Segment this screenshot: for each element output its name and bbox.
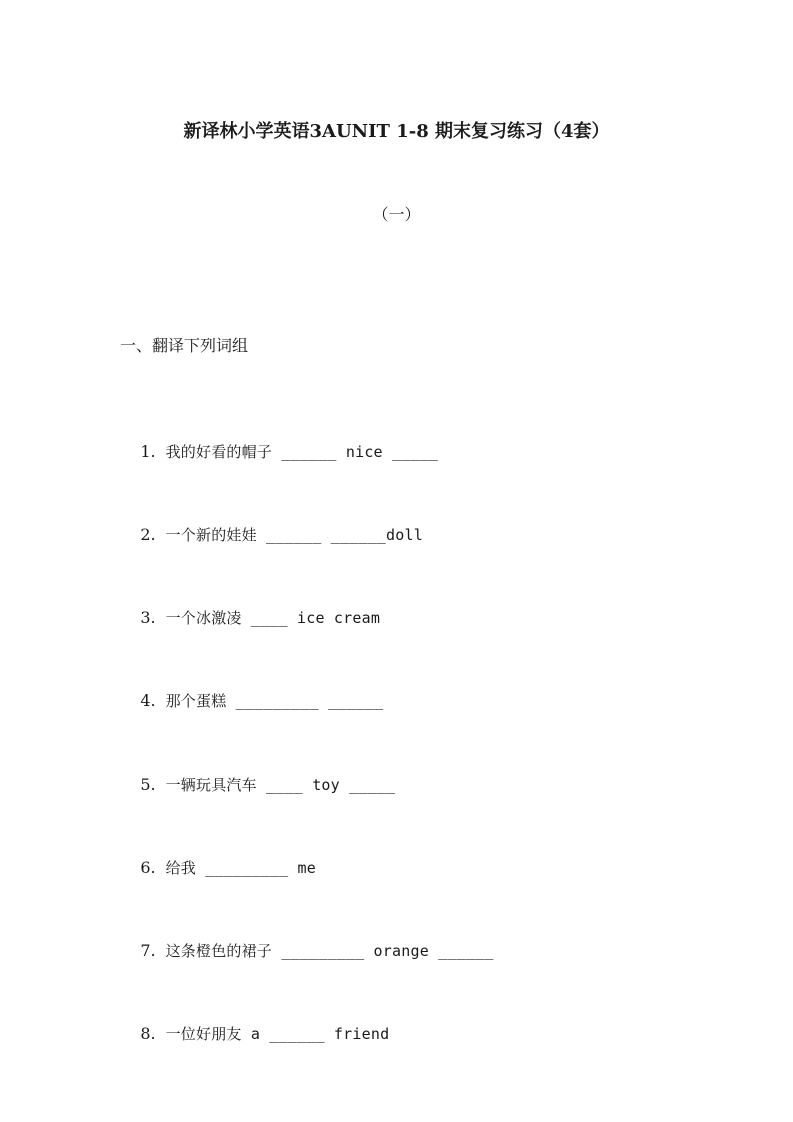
question-number: 6.	[140, 858, 156, 877]
question-text: 我的好看的帽子 ______ nice _____	[165, 443, 439, 461]
question-item	[120, 499, 423, 571]
question-item	[120, 832, 316, 904]
question-text: 一个新的娃娃 ______ ______doll	[165, 526, 423, 544]
question-text: 这条橙色的裙子 _________ orange ______	[165, 942, 494, 960]
section-heading: 一、翻译下列词组	[120, 336, 249, 355]
question-item	[120, 582, 380, 654]
question-item	[120, 915, 494, 987]
question-number: 3.	[140, 608, 156, 627]
document-subtitle: （一）	[372, 205, 421, 224]
question-item	[120, 749, 395, 821]
question-number: 4.	[140, 691, 156, 710]
question-text: 一位好朋友 a ______ friend	[165, 1025, 390, 1043]
question-number: 8.	[140, 1024, 156, 1043]
question-text: 那个蛋糕 _________ ______	[165, 692, 384, 710]
document-title: 新译林小学英语3AUNIT 1-8 期末复习练习（4套）	[183, 121, 610, 142]
question-number: 2.	[140, 525, 156, 544]
question-number: 7.	[140, 941, 156, 960]
question-number: 1.	[140, 442, 156, 461]
question-text: 一个冰激凌 ____ ice cream	[165, 609, 381, 627]
question-item	[120, 416, 438, 488]
question-item	[120, 665, 383, 737]
question-number: 5.	[140, 775, 156, 794]
question-text: 一辆玩具汽车 ____ toy _____	[165, 776, 396, 794]
question-item	[120, 998, 389, 1070]
question-text: 给我 _________ me	[165, 859, 317, 877]
